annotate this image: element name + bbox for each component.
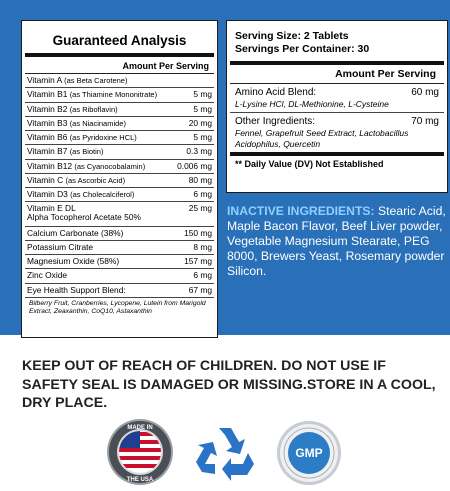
nutrient-row: Vitamin E DL Alpha Tocopherol Acetate 50% 25 mg [25, 202, 214, 226]
amino-row: Amino Acid Blend: 60 mg [235, 87, 439, 99]
nutrient-row: Vitamin B3 (as Niacinamide) 20 mg [25, 117, 214, 131]
inactive-ingredients [227, 204, 447, 278]
amount-header: Amount Per Serving [230, 65, 444, 84]
amino-detail: L-Lysine HCl, DL-Methionine, L-Cysteine [230, 98, 444, 113]
dv-note: ** Daily Value (DV) Not Established [235, 158, 384, 169]
other-row: Other Ingredients: 70 mg [235, 116, 439, 128]
guaranteed-analysis-panel [21, 20, 218, 338]
warning-text: KEEP OUT OF REACH OF CHILDREN. DO NOT USE IF SAFETY SEAL IS DAMAGED OR MISSING.STORE IN A COOL, DRY PLACE. [22, 358, 436, 412]
inactive-heading: INACTIVE INGREDIENTS: [227, 204, 375, 218]
nutrient-row: Vitamin C (as Ascorbic Acid) 80 mg [25, 174, 214, 188]
made-in-usa-badge [106, 418, 174, 486]
usa-flag-icon [106, 418, 174, 486]
nutrient-row: Magnesium Oxide (58%) 157 mg [25, 255, 214, 269]
serving-info-panel [226, 20, 448, 193]
svg-text:THE USA: THE USA [126, 477, 154, 483]
gmp-badge [276, 420, 342, 486]
gmp-seal-icon [276, 420, 342, 486]
svg-text:MADE IN: MADE IN [127, 425, 153, 431]
inactive-text: Stearic Acid, Maple Bacon Flavor, Beef Liver powder, Vegetable Magnesium Stearate, PEG 8000, Brewers Yeast, Rosemary powder Silicon. [227, 204, 446, 278]
recycle-icon [192, 424, 258, 484]
nutrient-row: Vitamin B1 (as Thiamine Mononitrate) 5 mg [25, 88, 214, 102]
nutrient-row: Calcium Carbonate (38%) 150 mg [25, 227, 214, 241]
nutrient-row: Potassium Citrate 8 mg [25, 241, 214, 255]
svg-text:GMP: GMP [295, 446, 323, 460]
serving-size: Serving Size: 2 Tablets [235, 30, 349, 42]
nutrient-row: Vitamin B7 (as Biotin) 0.3 mg [25, 145, 214, 159]
panel-title: Guaranteed Analysis [52, 33, 187, 48]
nutrient-row: Vitamin D3 (as Cholecalciferol) 6 mg [25, 188, 214, 202]
other-detail: Fennel, Grapefruit Seed Extract, Lactobacillus Acidophilus, Quercetin [230, 127, 444, 155]
nutrient-row: Vitamin B2 (as Riboflavin) 5 mg [25, 103, 214, 117]
blend-detail: Bilberry Fruit, Cranberries, Lycopene, Lutein from Marigold Extract, Zeaxanthin, CoQ10, Astaxanthin [29, 299, 206, 315]
nutrient-row: Zinc Oxide 6 mg [25, 269, 214, 283]
nutrient-row: Vitamin A (as Beta Carotene) [25, 74, 214, 88]
nutrient-row: Vitamin B12 (as Cyanocobalamin) 0.006 mg [25, 160, 214, 174]
amount-header: Amount Per Serving [25, 57, 214, 74]
servings-per-container: Servings Per Container: 30 [235, 42, 370, 55]
nutrient-row: Eye Health Support Blend: 67 mg [25, 284, 214, 298]
nutrient-row: Vitamin B6 (as Pyridoxine HCL) 5 mg [25, 131, 214, 145]
